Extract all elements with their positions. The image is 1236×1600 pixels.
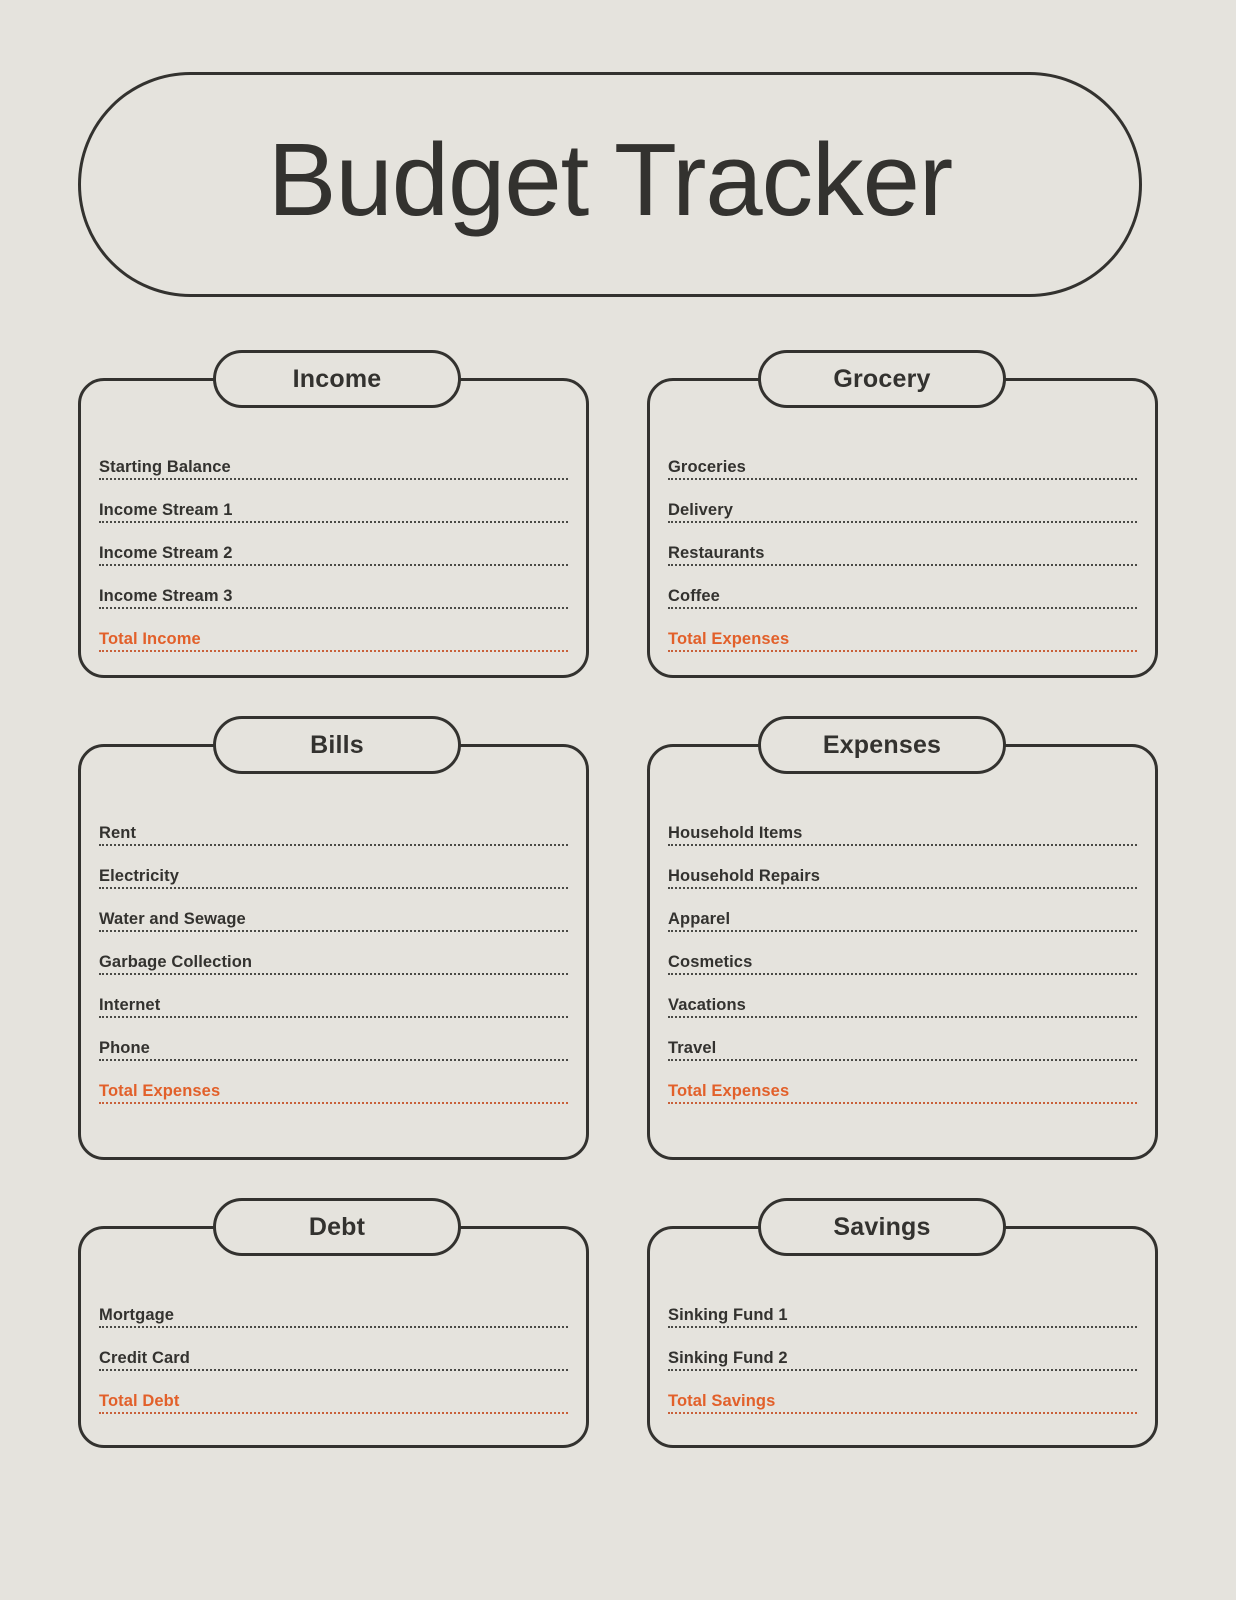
line-label: Sinking Fund 1: [668, 1306, 794, 1325]
line-label: Electricity: [99, 867, 185, 886]
section-lines-expenses: [668, 809, 1137, 1110]
line-label: Income Stream 1: [99, 501, 239, 520]
list-item-total[interactable]: [99, 1067, 568, 1110]
section-lines-grocery: [668, 443, 1137, 658]
sections-row-2: [0, 730, 1236, 1160]
list-item[interactable]: [99, 1334, 568, 1377]
list-item[interactable]: [668, 529, 1137, 572]
list-item[interactable]: [668, 1334, 1137, 1377]
line-label: Coffee: [668, 587, 726, 606]
list-item-total[interactable]: [99, 1377, 568, 1420]
list-item[interactable]: [99, 486, 568, 529]
line-label: Mortgage: [99, 1306, 180, 1325]
section-lines-debt: [99, 1291, 568, 1420]
section-lines-savings: [668, 1291, 1137, 1420]
section-header-savings: [758, 1198, 1006, 1256]
section-title-bills: Bills: [310, 730, 364, 759]
line-label: Income Stream 3: [99, 587, 239, 606]
section-card-grocery: [647, 364, 1158, 678]
line-label: Apparel: [668, 910, 736, 929]
section-title-debt: Debt: [308, 1212, 366, 1241]
list-item[interactable]: [99, 981, 568, 1024]
list-item[interactable]: [668, 981, 1137, 1024]
section-card-bills: [78, 730, 589, 1160]
title-pill: [78, 72, 1142, 297]
page-title-container: [78, 72, 1142, 297]
line-label: Cosmetics: [668, 953, 758, 972]
page-title: Budget Tracker: [267, 122, 953, 237]
section-header-bills: [213, 716, 461, 774]
list-item-total[interactable]: [668, 1377, 1137, 1420]
line-label: Sinking Fund 2: [668, 1349, 794, 1368]
sections-row-3: [0, 1212, 1236, 1448]
line-label-total: Total Expenses: [668, 1082, 795, 1101]
list-item[interactable]: [668, 1291, 1137, 1334]
section-header-expenses: [758, 716, 1006, 774]
line-label: Garbage Collection: [99, 953, 258, 972]
section-header-debt: [213, 1198, 461, 1256]
line-label: Household Items: [668, 824, 808, 843]
line-label: Credit Card: [99, 1349, 196, 1368]
list-item[interactable]: [668, 938, 1137, 981]
list-item[interactable]: [99, 1291, 568, 1334]
section-title-expenses: Expenses: [822, 730, 942, 759]
list-item[interactable]: [99, 572, 568, 615]
line-label: Travel: [668, 1039, 722, 1058]
line-label-total: Total Expenses: [99, 1082, 226, 1101]
list-item[interactable]: [668, 572, 1137, 615]
section-card-expenses: [647, 730, 1158, 1160]
line-label: Phone: [99, 1039, 156, 1058]
line-label: Internet: [99, 996, 166, 1015]
list-item[interactable]: [99, 809, 568, 852]
list-item-total[interactable]: [99, 615, 568, 658]
line-label: Restaurants: [668, 544, 770, 563]
list-item[interactable]: [668, 809, 1137, 852]
list-item-total[interactable]: [668, 1067, 1137, 1110]
line-label-total: Total Income: [99, 630, 207, 649]
section-header-grocery: [758, 350, 1006, 408]
section-title-savings: Savings: [833, 1212, 931, 1241]
list-item[interactable]: [99, 443, 568, 486]
line-label-total: Total Savings: [668, 1392, 781, 1411]
sections-row-1: [0, 364, 1236, 678]
line-label: Household Repairs: [668, 867, 826, 886]
list-item[interactable]: [99, 852, 568, 895]
sections-grid: [0, 364, 1236, 1448]
line-label: Starting Balance: [99, 458, 237, 477]
line-label: Rent: [99, 824, 142, 843]
line-label: Vacations: [668, 996, 752, 1015]
section-lines-bills: [99, 809, 568, 1110]
line-label-total: Total Debt: [99, 1392, 185, 1411]
list-item[interactable]: [668, 486, 1137, 529]
list-item[interactable]: [668, 443, 1137, 486]
list-item[interactable]: [668, 852, 1137, 895]
section-card-savings: [647, 1212, 1158, 1448]
list-item[interactable]: [99, 1024, 568, 1067]
section-card-income: [78, 364, 589, 678]
list-item[interactable]: [99, 938, 568, 981]
list-item[interactable]: [668, 1024, 1137, 1067]
list-item-total[interactable]: [668, 615, 1137, 658]
line-label: Water and Sewage: [99, 910, 252, 929]
line-label: Groceries: [668, 458, 752, 477]
line-label: Income Stream 2: [99, 544, 239, 563]
section-lines-income: [99, 443, 568, 658]
list-item[interactable]: [99, 895, 568, 938]
line-label: Delivery: [668, 501, 739, 520]
list-item[interactable]: [99, 529, 568, 572]
section-title-income: Income: [292, 364, 382, 393]
line-label-total: Total Expenses: [668, 630, 795, 649]
section-title-grocery: Grocery: [833, 364, 931, 393]
section-card-debt: [78, 1212, 589, 1448]
list-item[interactable]: [668, 895, 1137, 938]
section-header-income: [213, 350, 461, 408]
